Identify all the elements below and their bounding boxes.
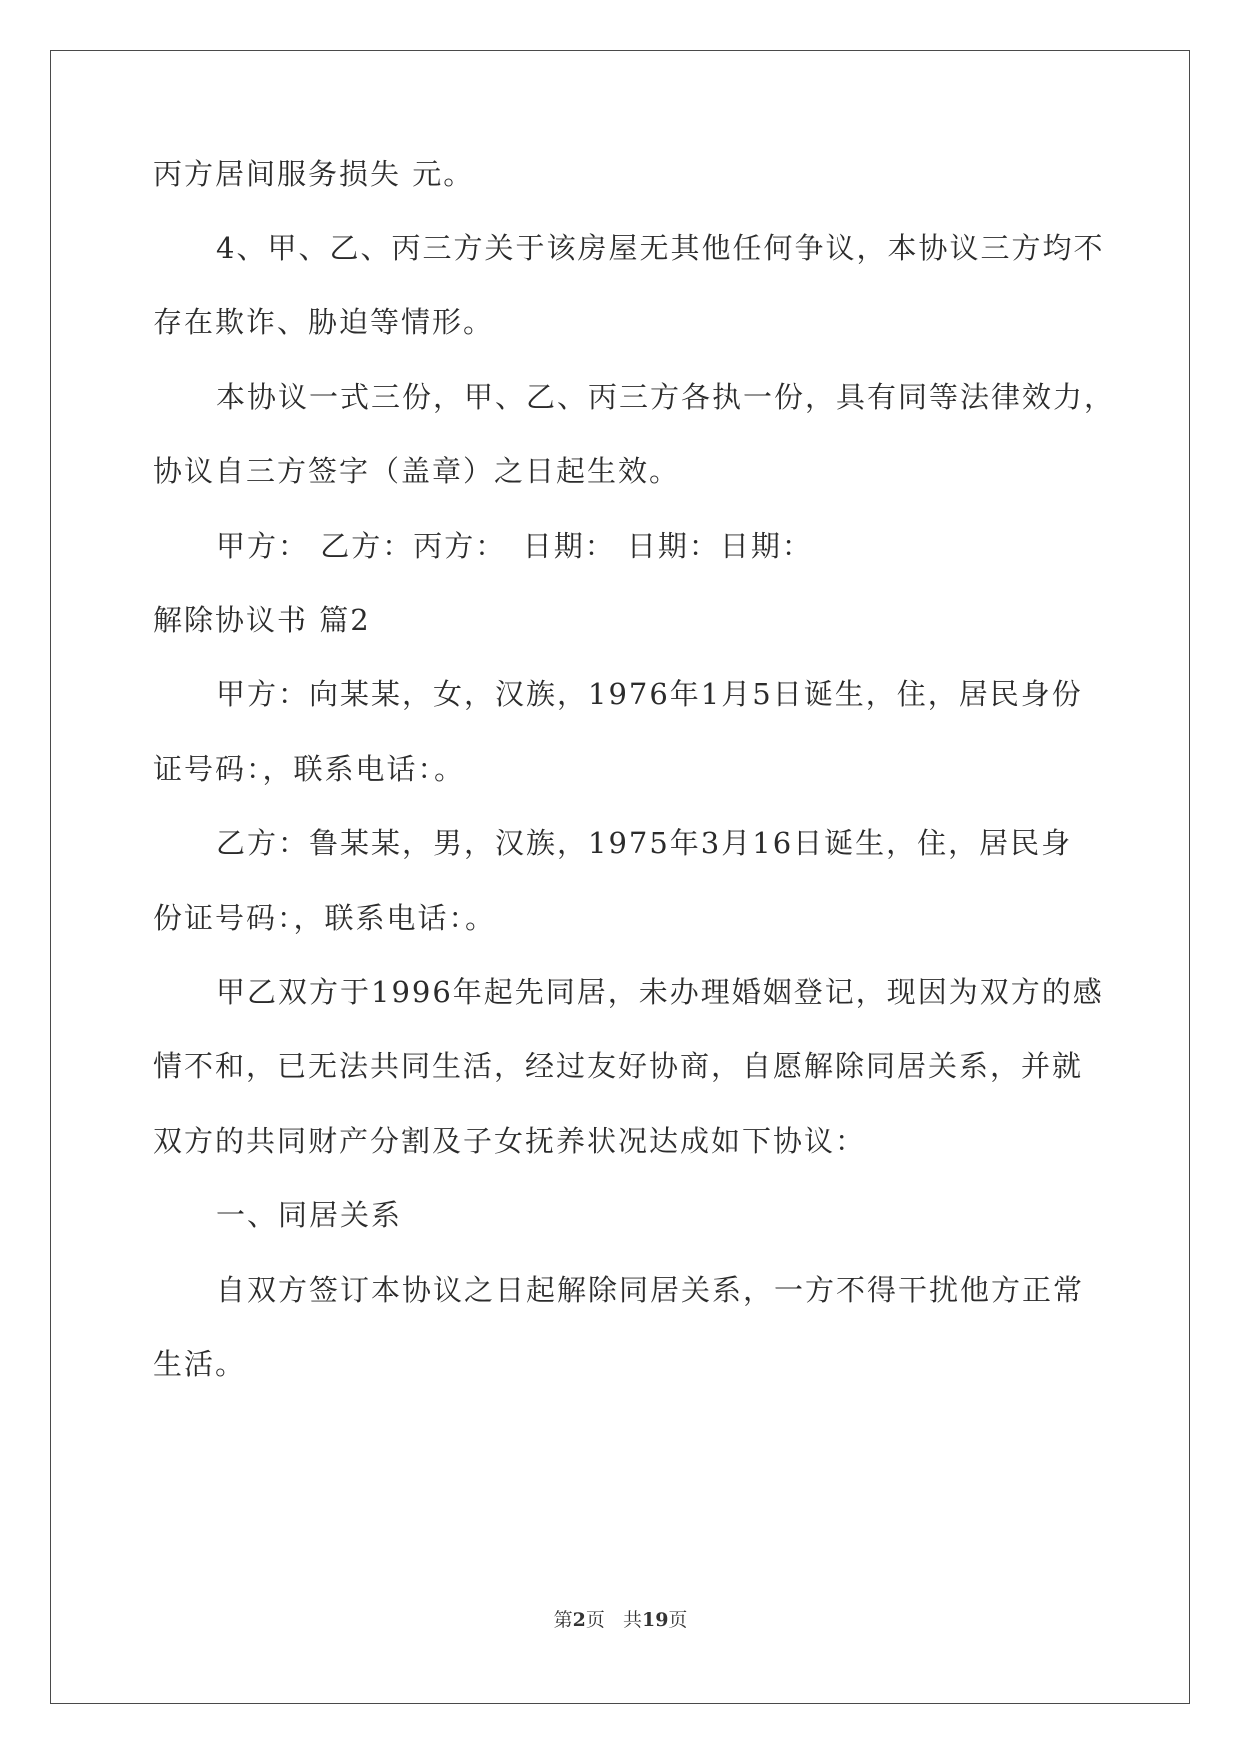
text-line: 乙方：鲁某某，男，汉族，1975年3月16日诞生，住，居民身 [216,826,1073,860]
signature-line: 甲方： 乙方：丙方： 日期： 日期：日期： [216,529,813,563]
text-line: 生活。 [153,1347,247,1381]
page-footer [0,1608,1241,1632]
text-line: 情不和，已无法共同生活，经过友好协商，自愿解除同居关系，并就 [153,1049,1084,1083]
page-prefix: 第 [553,1609,573,1631]
page-number: 2 [572,1609,586,1631]
text-line: 协议自三方签字（盖章）之日起生效。 [153,454,681,488]
page-border [50,50,1190,1704]
text-line: 丙方居间服务损失 元。 [153,157,475,191]
text-line: 证号码：，联系电话：。 [153,752,466,786]
clause-heading: 一、同居关系 [216,1198,403,1232]
text-line: 本协议一式三份，甲、乙、丙三方各执一份，具有同等法律效力， [216,380,1116,414]
text-line: 份证号码：，联系电话：。 [153,901,497,935]
page-suffix: 页 [585,1609,605,1631]
text-line: 双方的共同财产分割及子女抚养状况达成如下协议： [153,1124,867,1158]
total-pages: 19 [641,1609,669,1631]
text-line: 甲方：向某某，女，汉族，1976年1月5日诞生，住，居民身份 [216,677,1083,711]
text-line: 存在欺诈、胁迫等情形。 [153,305,495,339]
total-suffix: 页 [668,1609,688,1631]
text-line: 4、甲、乙、丙三方关于该房屋无其他任何争议，本协议三方均不 [216,231,1105,265]
text-line: 甲乙双方于1996年起先同居，未办理婚姻登记，现因为双方的感 [216,975,1104,1009]
section-title: 解除协议书 篇2 [153,603,371,637]
text-line: 自双方签订本协议之日起解除同居关系，一方不得干扰他方正常 [216,1273,1085,1307]
total-prefix: 共 [622,1609,642,1631]
